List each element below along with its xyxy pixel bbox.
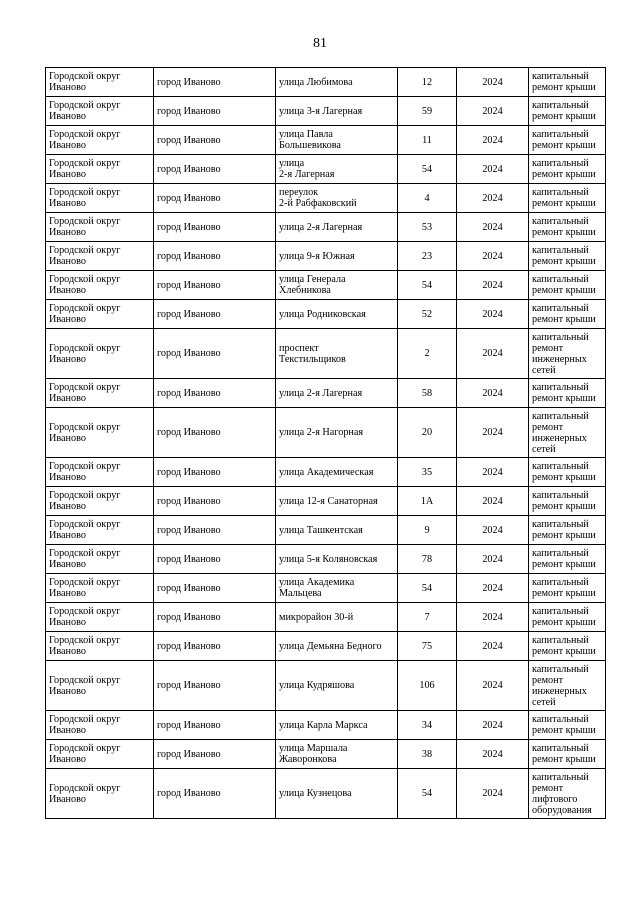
year-cell: 2024 <box>457 408 529 458</box>
table-row <box>46 126 606 155</box>
work-type-cell: капитальный ремонт крыши <box>529 516 606 545</box>
city-cell: город Иваново <box>154 632 276 661</box>
street-cell: улица Павла Большевикова <box>276 126 398 155</box>
street-cell: улица Любимова <box>276 68 398 97</box>
table-row <box>46 574 606 603</box>
table-row <box>46 769 606 819</box>
table-row <box>46 661 606 711</box>
municipality-cell: Городской округ Иваново <box>46 769 154 819</box>
street-cell: улица Академика Мальцева <box>276 574 398 603</box>
table-row <box>46 516 606 545</box>
work-type-cell: капитальный ремонт крыши <box>529 632 606 661</box>
work-type-cell: капитальный ремонт инженерных сетей <box>529 661 606 711</box>
house-number-cell: 54 <box>398 574 457 603</box>
street-cell: переулок 2-й Рабфаковский <box>276 184 398 213</box>
year-cell: 2024 <box>457 213 529 242</box>
city-cell: город Иваново <box>154 574 276 603</box>
city-cell: город Иваново <box>154 271 276 300</box>
municipality-cell: Городской округ Иваново <box>46 184 154 213</box>
house-number-cell: 54 <box>398 155 457 184</box>
house-number-cell: 7 <box>398 603 457 632</box>
work-type-cell: капитальный ремонт крыши <box>529 545 606 574</box>
year-cell: 2024 <box>457 126 529 155</box>
work-type-cell: капитальный ремонт инженерных сетей <box>529 329 606 379</box>
municipality-cell: Городской округ Иваново <box>46 740 154 769</box>
work-type-cell: капитальный ремонт крыши <box>529 184 606 213</box>
work-type-cell: капитальный ремонт крыши <box>529 574 606 603</box>
work-type-cell: капитальный ремонт крыши <box>529 603 606 632</box>
table-row <box>46 271 606 300</box>
city-cell: город Иваново <box>154 740 276 769</box>
municipality-cell: Городской округ Иваново <box>46 155 154 184</box>
city-cell: город Иваново <box>154 769 276 819</box>
year-cell: 2024 <box>457 740 529 769</box>
city-cell: город Иваново <box>154 661 276 711</box>
municipality-cell: Городской округ Иваново <box>46 300 154 329</box>
municipality-cell: Городской округ Иваново <box>46 711 154 740</box>
year-cell: 2024 <box>457 68 529 97</box>
street-cell: микрорайон 30-й <box>276 603 398 632</box>
municipality-cell: Городской округ Иваново <box>46 603 154 632</box>
street-cell: улица Кузнецова <box>276 769 398 819</box>
city-cell: город Иваново <box>154 300 276 329</box>
street-cell: улица 2-я Лагерная <box>276 155 398 184</box>
work-type-cell: капитальный ремонт инженерных сетей <box>529 408 606 458</box>
house-number-cell: 75 <box>398 632 457 661</box>
house-number-cell: 59 <box>398 97 457 126</box>
city-cell: город Иваново <box>154 329 276 379</box>
work-type-cell: капитальный ремонт лифтового оборудования <box>529 769 606 819</box>
street-cell: улица 5-я Коляновская <box>276 545 398 574</box>
year-cell: 2024 <box>457 300 529 329</box>
street-cell: улица 2-я Лагерная <box>276 213 398 242</box>
year-cell: 2024 <box>457 155 529 184</box>
municipality-cell: Городской округ Иваново <box>46 213 154 242</box>
city-cell: город Иваново <box>154 126 276 155</box>
house-number-cell: 54 <box>398 271 457 300</box>
city-cell: город Иваново <box>154 545 276 574</box>
house-number-cell: 52 <box>398 300 457 329</box>
house-number-cell: 53 <box>398 213 457 242</box>
year-cell: 2024 <box>457 711 529 740</box>
year-cell: 2024 <box>457 379 529 408</box>
table-row <box>46 379 606 408</box>
house-number-cell: 23 <box>398 242 457 271</box>
city-cell: город Иваново <box>154 379 276 408</box>
municipality-cell: Городской округ Иваново <box>46 126 154 155</box>
street-cell: улица 12-я Санаторная <box>276 487 398 516</box>
municipality-cell: Городской округ Иваново <box>46 516 154 545</box>
year-cell: 2024 <box>457 769 529 819</box>
year-cell: 2024 <box>457 632 529 661</box>
work-type-cell: капитальный ремонт крыши <box>529 458 606 487</box>
municipality-cell: Городской округ Иваново <box>46 574 154 603</box>
house-number-cell: 2 <box>398 329 457 379</box>
street-cell: улица 9-я Южная <box>276 242 398 271</box>
year-cell: 2024 <box>457 184 529 213</box>
municipality-cell: Городской округ Иваново <box>46 329 154 379</box>
year-cell: 2024 <box>457 545 529 574</box>
street-cell: улица Академическая <box>276 458 398 487</box>
year-cell: 2024 <box>457 271 529 300</box>
city-cell: город Иваново <box>154 68 276 97</box>
table-row <box>46 632 606 661</box>
house-number-cell: 20 <box>398 408 457 458</box>
city-cell: город Иваново <box>154 603 276 632</box>
house-number-cell: 1А <box>398 487 457 516</box>
year-cell: 2024 <box>457 516 529 545</box>
table-row <box>46 184 606 213</box>
year-cell: 2024 <box>457 242 529 271</box>
work-type-cell: капитальный ремонт крыши <box>529 155 606 184</box>
city-cell: город Иваново <box>154 97 276 126</box>
year-cell: 2024 <box>457 458 529 487</box>
city-cell: город Иваново <box>154 711 276 740</box>
year-cell: 2024 <box>457 603 529 632</box>
house-number-cell: 34 <box>398 711 457 740</box>
table-row <box>46 213 606 242</box>
city-cell: город Иваново <box>154 458 276 487</box>
work-type-cell: капитальный ремонт крыши <box>529 300 606 329</box>
municipality-cell: Городской округ Иваново <box>46 487 154 516</box>
work-type-cell: капитальный ремонт крыши <box>529 126 606 155</box>
street-cell: улица 2-я Лагерная <box>276 379 398 408</box>
house-number-cell: 58 <box>398 379 457 408</box>
table-row <box>46 487 606 516</box>
table-row <box>46 603 606 632</box>
house-number-cell: 35 <box>398 458 457 487</box>
table-row <box>46 155 606 184</box>
municipality-cell: Городской округ Иваново <box>46 661 154 711</box>
work-type-cell: капитальный ремонт крыши <box>529 379 606 408</box>
street-cell: улица Маршала Жаворонкова <box>276 740 398 769</box>
city-cell: город Иваново <box>154 213 276 242</box>
street-cell: улица Генерала Хлебникова <box>276 271 398 300</box>
house-number-cell: 4 <box>398 184 457 213</box>
table-row <box>46 300 606 329</box>
work-type-cell: капитальный ремонт крыши <box>529 271 606 300</box>
municipality-cell: Городской округ Иваново <box>46 68 154 97</box>
work-type-cell: капитальный ремонт крыши <box>529 487 606 516</box>
city-cell: город Иваново <box>154 155 276 184</box>
municipality-cell: Городской округ Иваново <box>46 242 154 271</box>
street-cell: улица Карла Маркса <box>276 711 398 740</box>
work-type-cell: капитальный ремонт крыши <box>529 711 606 740</box>
table-row <box>46 545 606 574</box>
municipality-cell: Городской округ Иваново <box>46 545 154 574</box>
city-cell: город Иваново <box>154 242 276 271</box>
municipality-cell: Городской округ Иваново <box>46 632 154 661</box>
house-number-cell: 38 <box>398 740 457 769</box>
municipality-cell: Городской округ Иваново <box>46 458 154 487</box>
year-cell: 2024 <box>457 487 529 516</box>
work-type-cell: капитальный ремонт крыши <box>529 213 606 242</box>
work-type-cell: капитальный ремонт крыши <box>529 740 606 769</box>
municipality-cell: Городской округ Иваново <box>46 271 154 300</box>
house-number-cell: 9 <box>398 516 457 545</box>
table-body <box>46 68 606 819</box>
year-cell: 2024 <box>457 329 529 379</box>
table-row <box>46 242 606 271</box>
city-cell: город Иваново <box>154 487 276 516</box>
table-row <box>46 408 606 458</box>
repair-schedule-table <box>45 67 606 819</box>
municipality-cell: Городской округ Иваново <box>46 97 154 126</box>
house-number-cell: 78 <box>398 545 457 574</box>
house-number-cell: 54 <box>398 769 457 819</box>
table-row <box>46 97 606 126</box>
table-row <box>46 458 606 487</box>
municipality-cell: Городской округ Иваново <box>46 408 154 458</box>
table-row <box>46 711 606 740</box>
city-cell: город Иваново <box>154 184 276 213</box>
work-type-cell: капитальный ремонт крыши <box>529 68 606 97</box>
house-number-cell: 106 <box>398 661 457 711</box>
table-row <box>46 329 606 379</box>
house-number-cell: 12 <box>398 68 457 97</box>
municipality-cell: Городской округ Иваново <box>46 379 154 408</box>
table-row <box>46 740 606 769</box>
work-type-cell: капитальный ремонт крыши <box>529 97 606 126</box>
street-cell: улица Кудряшова <box>276 661 398 711</box>
year-cell: 2024 <box>457 97 529 126</box>
house-number-cell: 11 <box>398 126 457 155</box>
year-cell: 2024 <box>457 661 529 711</box>
city-cell: город Иваново <box>154 516 276 545</box>
street-cell: улица Ташкентская <box>276 516 398 545</box>
table-row <box>46 68 606 97</box>
work-type-cell: капитальный ремонт крыши <box>529 242 606 271</box>
page-number: 81 <box>313 36 327 51</box>
street-cell: улица Демьяна Бедного <box>276 632 398 661</box>
city-cell: город Иваново <box>154 408 276 458</box>
street-cell: улица Родниковская <box>276 300 398 329</box>
street-cell: проспект Текстильщиков <box>276 329 398 379</box>
street-cell: улица 3-я Лагерная <box>276 97 398 126</box>
year-cell: 2024 <box>457 574 529 603</box>
street-cell: улица 2-я Нагорная <box>276 408 398 458</box>
